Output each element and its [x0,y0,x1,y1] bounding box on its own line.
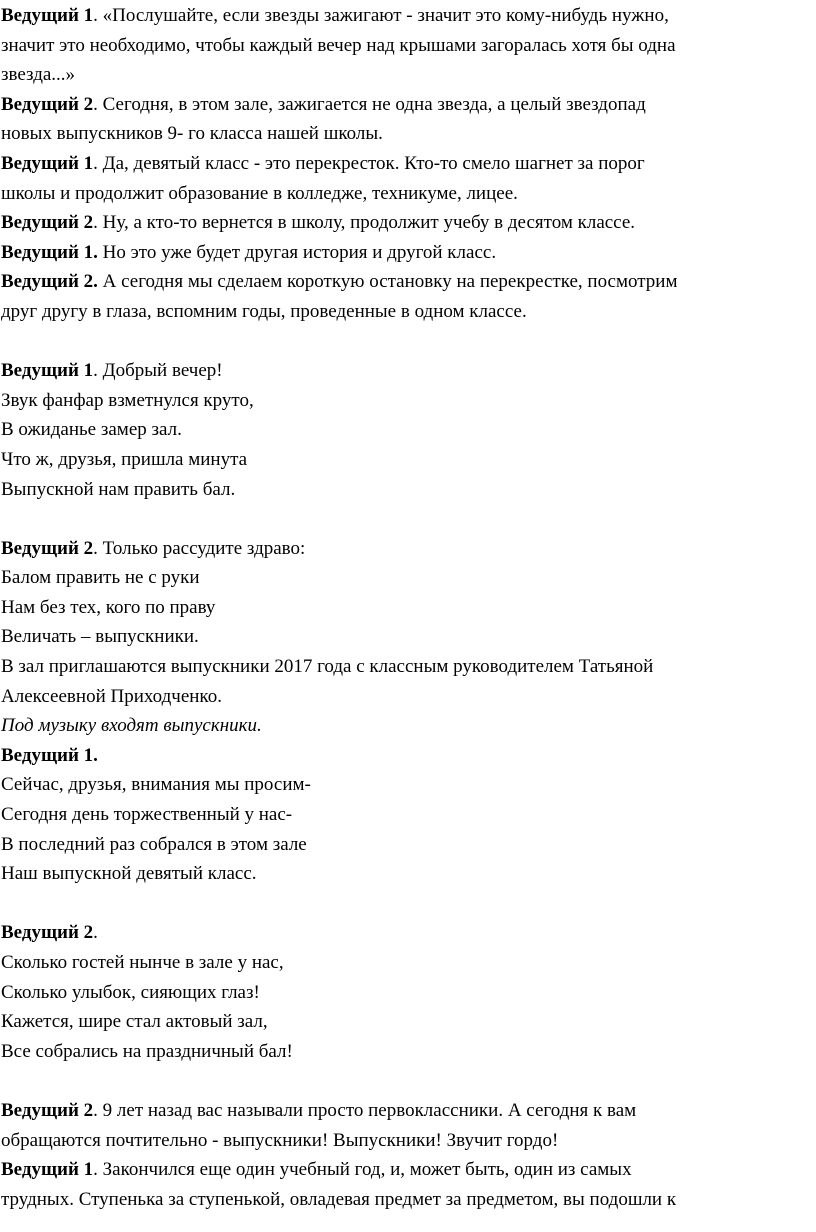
text-line [1,918,813,948]
speaker-label: Ведущий 1. [1,241,98,263]
text-line [1,948,813,978]
line-text: Алексеевной Приходченко. [1,685,222,707]
line-text: . Да, девятый класс - это перекресток. Кто-то смело шагнет за порог [93,152,645,174]
text-line [1,770,813,800]
text-line [1,711,813,741]
text-line [1,208,813,238]
line-text: трудных. Ступенька за ступенькой, овладевая предмет за предметом, вы подошли к [1,1188,677,1210]
line-text: Что ж, друзья, пришла минута [1,448,248,470]
text-line [1,563,813,593]
text-line [1,978,813,1008]
line-text: Сегодня день торжественный у нас- [1,804,293,826]
line-text: Выпускной нам править бал. [1,478,236,500]
blank-line [1,327,813,357]
speaker-label: Ведущий 1 [1,5,94,26]
text-line [1,386,813,416]
line-text: В зал приглашаются выпускники 2017 года с классным руководителем Татьяной [1,656,654,678]
text-line [1,800,813,830]
text-line [1,830,813,860]
line-text: Звук фанфар взметнулся круто, [1,389,254,411]
script-text [1,1,813,1214]
line-text: обращаются почтительно - выпускники! Выпускники! Звучит гордо! [1,1129,559,1151]
text-line [1,90,813,120]
text-line [1,1155,813,1185]
text-line [1,475,813,505]
line-text: значит это необходимо, чтобы каждый вечер над крышами загоралась хотя бы одна [1,34,676,56]
line-text: Балом править не с руки [1,567,200,589]
text-line [1,415,813,445]
line-text: В последний раз собрался в этом зале [1,833,307,855]
speaker-label: Ведущий 2 [1,1099,94,1121]
line-text: . Добрый вечер! [93,360,223,382]
line-text: Сколько улыбок, сияющих глаз! [1,981,260,1003]
text-line [1,534,813,564]
line-text: Все собрались на праздничный бал! [1,1040,293,1062]
line-text: Величать – выпускники. [1,626,199,648]
text-line [1,1126,813,1156]
text-line [1,1096,813,1126]
line-text: . «Послушайте, если звезды зажигают - значит это кому-нибудь нужно, [93,5,669,26]
line-text: звезда...» [1,64,76,86]
text-line [1,1007,813,1037]
text-line [1,1185,813,1215]
text-line [1,1037,813,1067]
speaker-label: Ведущий 2 [1,537,94,559]
text-line [1,267,813,297]
line-text: школы и продолжит образование в колледже, техникуме, лицее. [1,182,518,204]
line-text: . [93,922,98,944]
line-text: . Сегодня, в этом зале, зажигается не одна звезда, а целый звездопад [93,93,646,115]
text-line [1,297,813,327]
line-text: . Закончился еще один учебный год, и, может быть, один из самых [93,1159,632,1181]
text-line [1,149,813,179]
speaker-label: Ведущий 1 [1,360,94,382]
text-line [1,445,813,475]
text-line [1,682,813,712]
speaker-label: Ведущий 2 [1,922,94,944]
line-text: друг другу в глаза, вспомним годы, проведенные в одном классе. [1,300,527,322]
text-line [1,119,813,149]
line-text: Нам без тех, кого по праву [1,596,216,618]
text-line [1,356,813,386]
speaker-label: Ведущий 2 [1,93,94,115]
line-text: Сколько гостей нынче в зале у нас, [1,952,284,973]
text-line [1,593,813,623]
line-text: А сегодня мы сделаем короткую остановку на перекрестке, посмотрим [97,271,678,293]
speaker-label: Ведущий 1 [1,152,94,174]
line-text: . Ну, а кто-то вернется в школу, продолжит учебу в десятом классе. [93,212,636,234]
line-text: . 9 лет назад вас называли просто первоклассники. А сегодня к вам [93,1099,637,1121]
text-line [1,622,813,652]
text-line [1,31,813,61]
line-text: В ожиданье замер зал. [1,419,182,441]
line-text: Кажется, шире стал актовый зал, [1,1011,268,1033]
blank-line [1,889,813,919]
text-line [1,741,813,771]
speaker-label: Ведущий 1. [1,744,98,766]
text-line [1,1,813,31]
line-text: Но это уже будет другая история и другой класс. [97,241,497,263]
text-line [1,179,813,209]
line-text: . Только рассудите здраво: [93,537,306,559]
text-line [1,238,813,268]
text-line [1,652,813,682]
stage-direction: Под музыку входят выпускники. [1,715,262,737]
blank-line [1,504,813,534]
line-text: Наш выпускной девятый класс. [1,863,257,885]
text-line [1,859,813,889]
speaker-label: Ведущий 2. [1,271,98,293]
blank-line [1,1066,813,1096]
line-text: Сейчас, друзья, внимания мы просим- [1,774,311,796]
text-line [1,60,813,90]
line-text: новых выпускников 9- го класса нашей школы. [1,123,383,145]
speaker-label: Ведущий 2 [1,212,94,234]
speaker-label: Ведущий 1 [1,1159,94,1181]
